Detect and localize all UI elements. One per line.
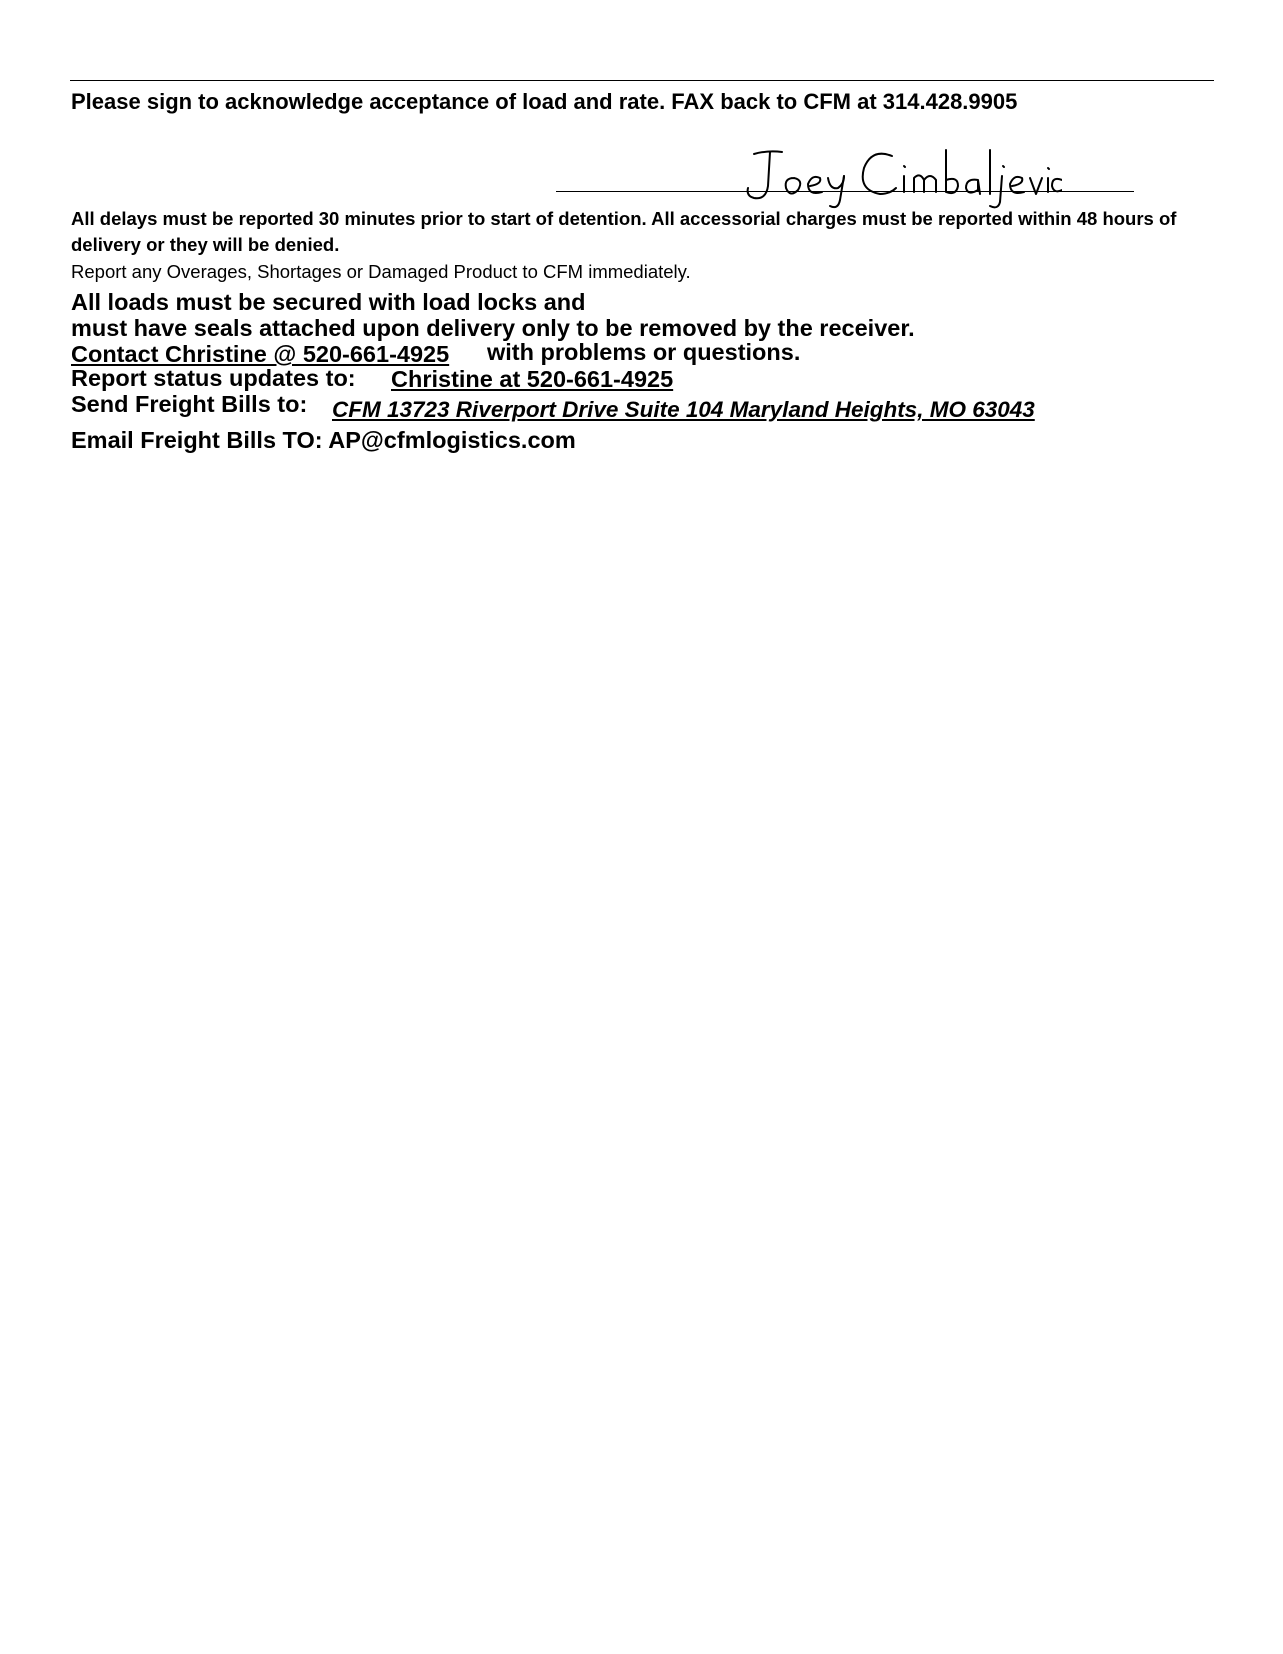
status-label: Report status updates to:	[71, 365, 356, 391]
signature-image	[742, 140, 1062, 210]
load-locks-line1: All loads must be secured with load locks and	[71, 289, 586, 315]
load-locks-line2: must have seals attached upon delivery only to be removed by the receiver.	[71, 315, 915, 341]
status-value: Christine at 520-661-4925	[391, 366, 674, 392]
contact-suffix: with problems or questions.	[487, 339, 801, 365]
freight-bills-address: CFM 13723 Riverport Drive Suite 104 Maryland Heights, MO 63043	[332, 397, 1035, 422]
delays-notice: All delays must be reported 30 minutes prior to start of detention. All accessorial charges must be reported within 48 hours of delivery or they will be denied.	[71, 208, 1177, 255]
acknowledgement-text: Please sign to acknowledge acceptance of load and rate. FAX back to CFM at 314.428.9905	[71, 89, 1018, 114]
freight-bills-label: Send Freight Bills to:	[71, 391, 308, 417]
contact-label: Contact Christine @ 520-661-4925	[71, 341, 450, 367]
top-divider	[70, 80, 1214, 81]
email-freight-bills: Email Freight Bills TO: AP@cfmlogistics.com	[71, 427, 576, 453]
report-issues-notice: Report any Overages, Shortages or Damaged Product to CFM immediately.	[71, 261, 691, 282]
